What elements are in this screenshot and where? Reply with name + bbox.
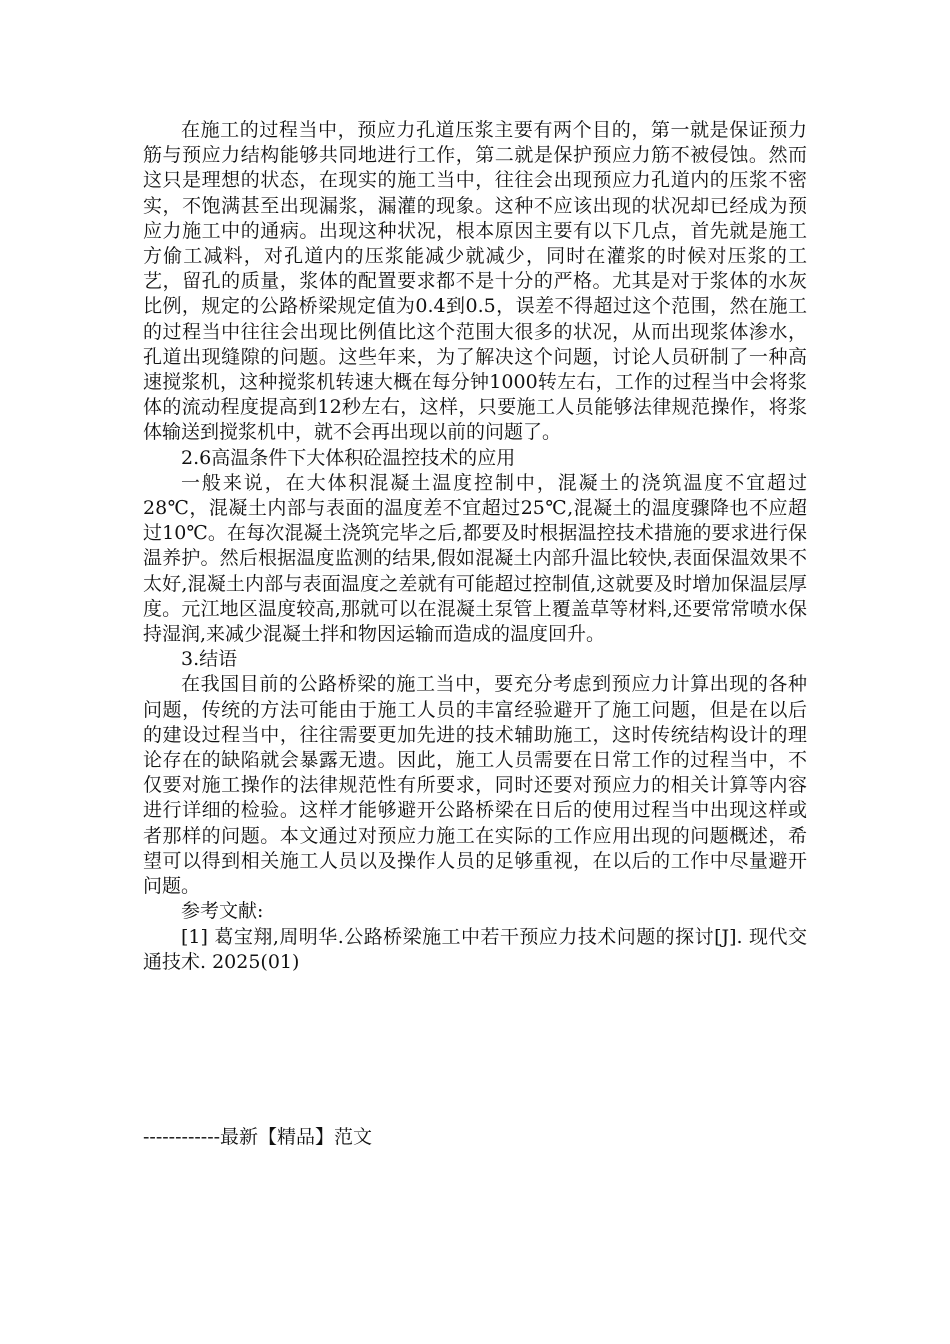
- paragraph-conclusion: 在我国目前的公路桥梁的施工当中，要充分考虑到预应力计算出现的各种问题，传统的方法可能由于施工人员的丰富经验避开了施工问题，但是在以后的建设过程当中，往往需要更加先进的技术辅助施工，这时传统结构设计的理论存在的缺陷就会暴露无遗。因此，施工人员需要在日常工作的过程当中，不仅要对施工操作的法律规范性有所要求，同时还要对预应力的相关计算等内容进行详细的检验。这样才能够避开公路桥梁在日后的使用过程当中出现这样或者那样的问题。本文通过对预应力施工在实际的工作应用出现的问题概述，希望可以得到相关施工人员以及操作人员的足够重视，在以后的工作中尽量避开问题。: [143, 673, 807, 898]
- footer-tagline: ------------最新【精品】范文: [143, 1126, 373, 1148]
- reference-item: [1] 葛宝翔,周明华.公路桥梁施工中若干预应力技术问题的探讨[J]. 现代交通技术. 2025(01): [143, 925, 807, 973]
- paragraph-temperature-control: 一般来说，在大体积混凝土温度控制中，混凝土的浇筑温度不宜超过28℃，混凝土内部与表面的温度差不宜超过25℃,混凝土的温度骤降也不应超过10℃。在每次混凝土浇筑完毕之后,都要及时根据温控技术措施的要求进行保温养护。然后根据温度监测的结果,假如混凝土内部升温比较快,表面保温效果不太好,混凝土内部与表面温度之差就有可能超过控制值,这就要及时增加保温层厚度。元江地区温度较高,那就可以在混凝土泵管上覆盖草等材料,还要常常喷水保持湿润,来减少混凝土拌和物因运输而造成的温度回升。: [143, 471, 807, 646]
- references-title: 参考文献:: [181, 900, 264, 923]
- section-heading-conclusion: 3.结语: [181, 648, 238, 671]
- paragraph-grouting: 在施工的过程当中，预应力孔道压浆主要有两个目的，第一就是保证预力筋与预应力结构能够共同地进行工作，第二就是保护预应力筋不被侵蚀。然而这只是理想的状态，在现实的施工当中，往往会出现预应力孔道内的压浆不密实，不饱满甚至出现漏浆，漏灌的现象。这种不应该出现的状况却已经成为预应力施工中的通病。出现这种状况，根本原因主要有以下几点，首先就是施工方偷工减料，对孔道内的压浆能减少就减少，同时在灌浆的时候对压浆的工艺，留孔的质量，浆体的配置要求都不是十分的严格。尤其是对于浆体的水灰比例，规定的公路桥梁规定值为0.4到0.5，误差不得超过这个范围，然在施工的过程当中往往会出现比例值比这个范围大很多的状况，从而出现浆体渗水，孔道出现缝隙的问题。这些年来，为了解决这个问题，讨论人员研制了一种高速搅浆机，这种搅浆机转速大概在每分钟1000转左右，工作的过程当中会将浆体的流动程度提高到12秒左右，这样，只要施工人员能够法律规范操作，将浆体输送到搅浆机中，就不会再出现以前的问题了。: [143, 119, 807, 444]
- document-body: [143, 118, 807, 975]
- section-heading-2-6: 2.6高温条件下大体积砼温控技术的应用: [181, 446, 516, 469]
